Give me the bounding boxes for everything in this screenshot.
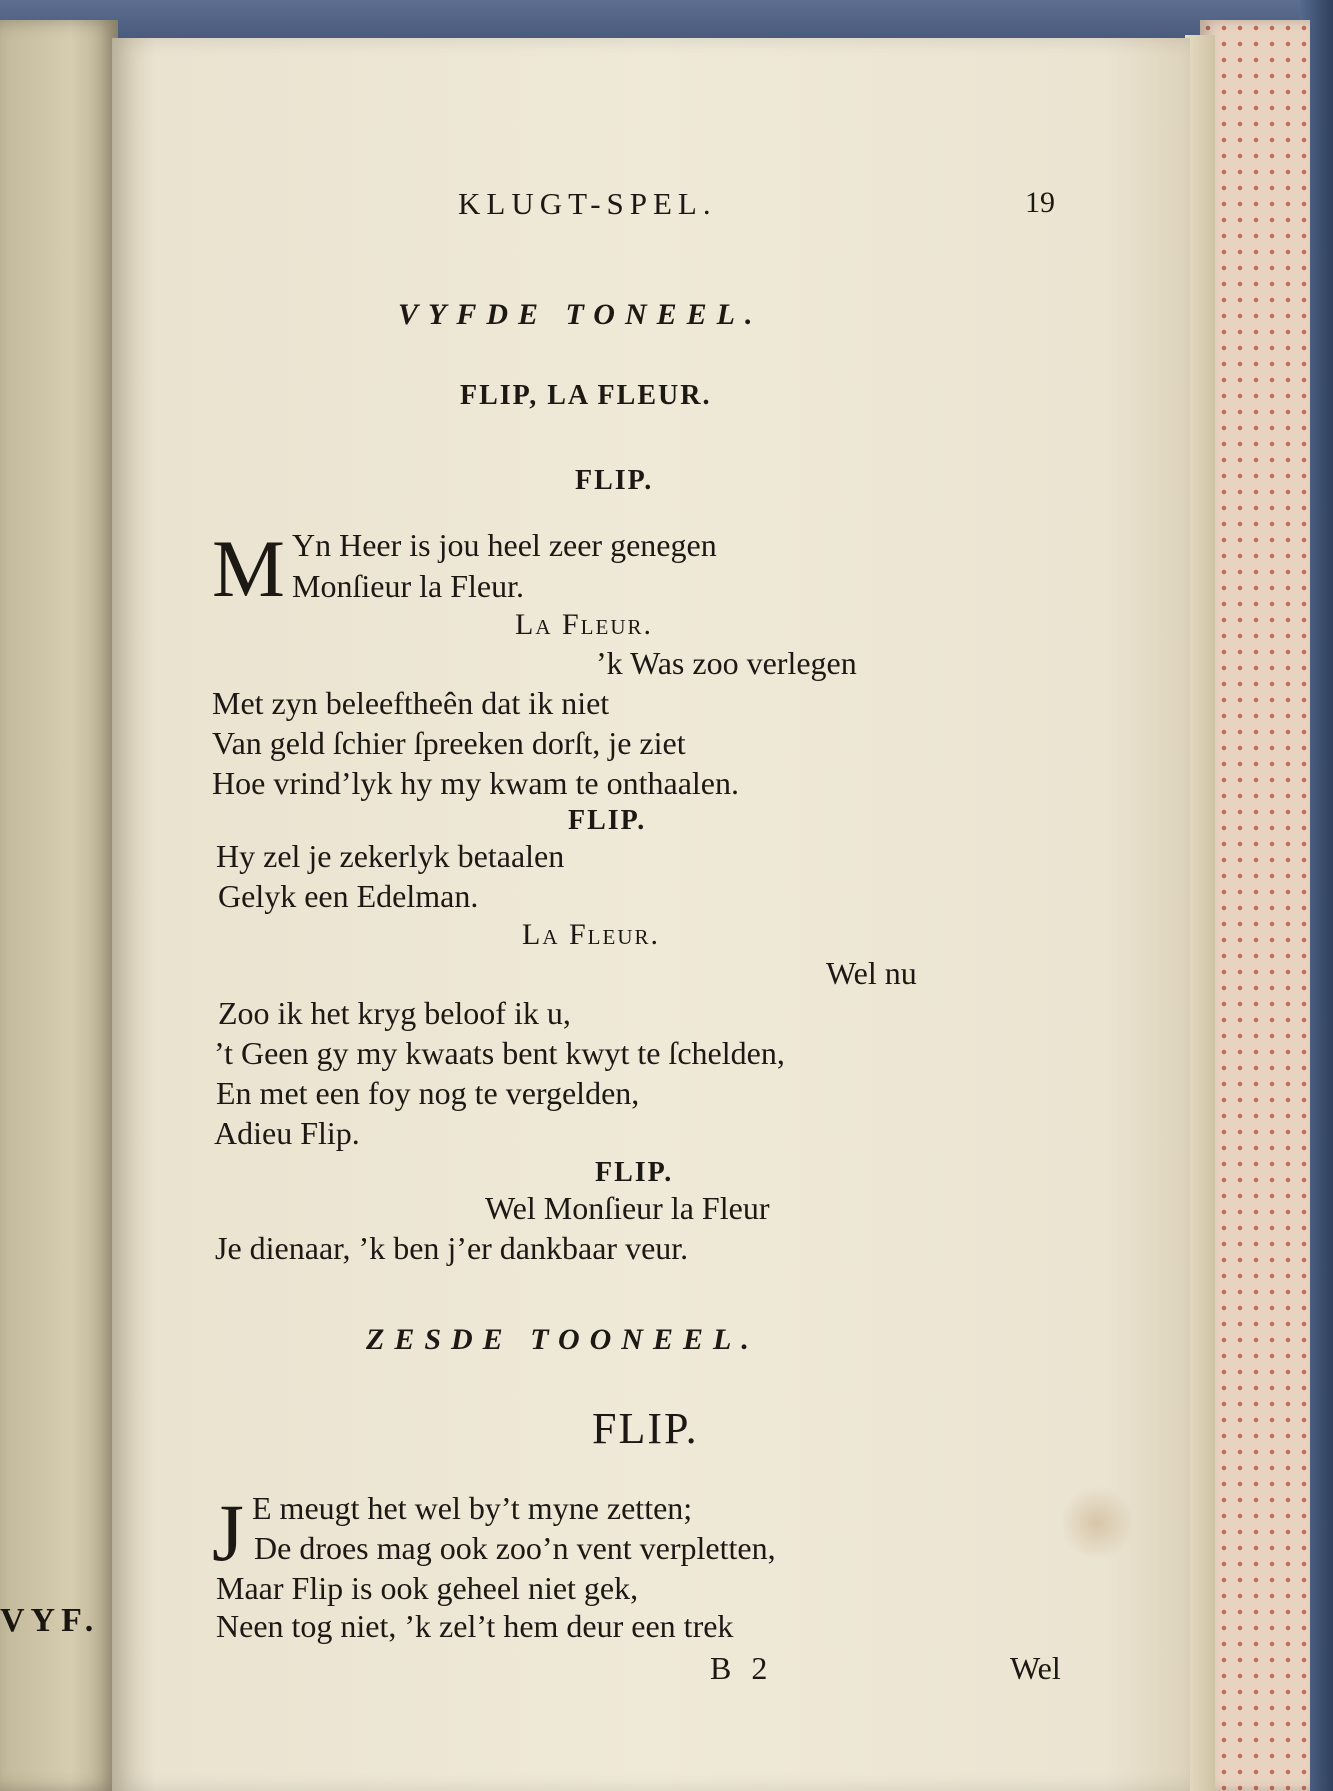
verse-line: En met een foy nog te vergelden,	[216, 1075, 640, 1111]
verse-line: Monſieur la Fleur.	[292, 568, 524, 604]
left-page-word: VYF.	[0, 1602, 100, 1639]
speaker-la-fleur: La Fleur.	[522, 918, 661, 951]
book-cover-pattern	[1200, 20, 1310, 1791]
verse-line: Hoe vrind’lyk hy my kwam te onthaalen.	[212, 765, 739, 801]
signature-mark: B 2	[710, 1650, 774, 1686]
verse-line: Wel nu	[826, 955, 917, 991]
scene-characters: FLIP, LA FLEUR.	[460, 380, 712, 411]
verse-line: Je dienaar, ’k ben j’er dankbaar veur.	[215, 1230, 689, 1266]
verse-line: ’k Was zoo verlegen	[596, 645, 857, 681]
verse-line: Van geld ſchier ſpreeken dorſt, je ziet	[212, 725, 686, 761]
verse-line: E meugt het wel by’t myne zetten;	[252, 1490, 693, 1526]
verse-line: ’t Geen gy my kwaats bent kwyt te ſchelden,	[214, 1035, 785, 1071]
speaker-flip-large: FLIP.	[592, 1404, 699, 1453]
verse-line: Neen tog niet, ’k zel’t hem deur een trek	[216, 1608, 734, 1644]
verse-line: De droes mag ook zoo’n vent verpletten,	[254, 1530, 776, 1566]
drop-cap-j: J	[212, 1487, 244, 1578]
verse-line: Adieu Flip.	[214, 1115, 360, 1151]
speaker-flip: FLIP.	[568, 805, 647, 836]
speaker-flip: FLIP.	[575, 465, 654, 496]
verse-line: Maar Flip is ook geheel niet gek,	[216, 1570, 639, 1606]
running-head-title: KLUGT-SPEL.	[458, 186, 717, 221]
catchword: Wel	[1010, 1650, 1061, 1686]
left-page	[0, 20, 118, 1791]
verse-line: Gelyk een Edelman.	[218, 878, 479, 914]
speaker-flip: FLIP.	[595, 1157, 674, 1188]
verse-line: Wel Monſieur la Fleur	[485, 1190, 770, 1226]
paper-stain	[1062, 1483, 1132, 1563]
scene-heading-6: ZESDE TOONEEL.	[366, 1323, 759, 1356]
scene-heading-5: VYFDE TONEEL.	[398, 298, 763, 331]
drop-cap-m: M	[212, 523, 285, 614]
verse-line: Zoo ik het kryg beloof ik u,	[218, 995, 571, 1031]
speaker-la-fleur: La Fleur.	[515, 608, 654, 641]
verse-line: Met zyn beleeftheên dat ik niet	[212, 685, 610, 721]
page-number: 19	[1025, 186, 1055, 219]
verse-line: Hy zel je zekerlyk betaalen	[216, 838, 565, 874]
verse-line: Yn Heer is jou heel zeer genegen	[292, 527, 717, 563]
